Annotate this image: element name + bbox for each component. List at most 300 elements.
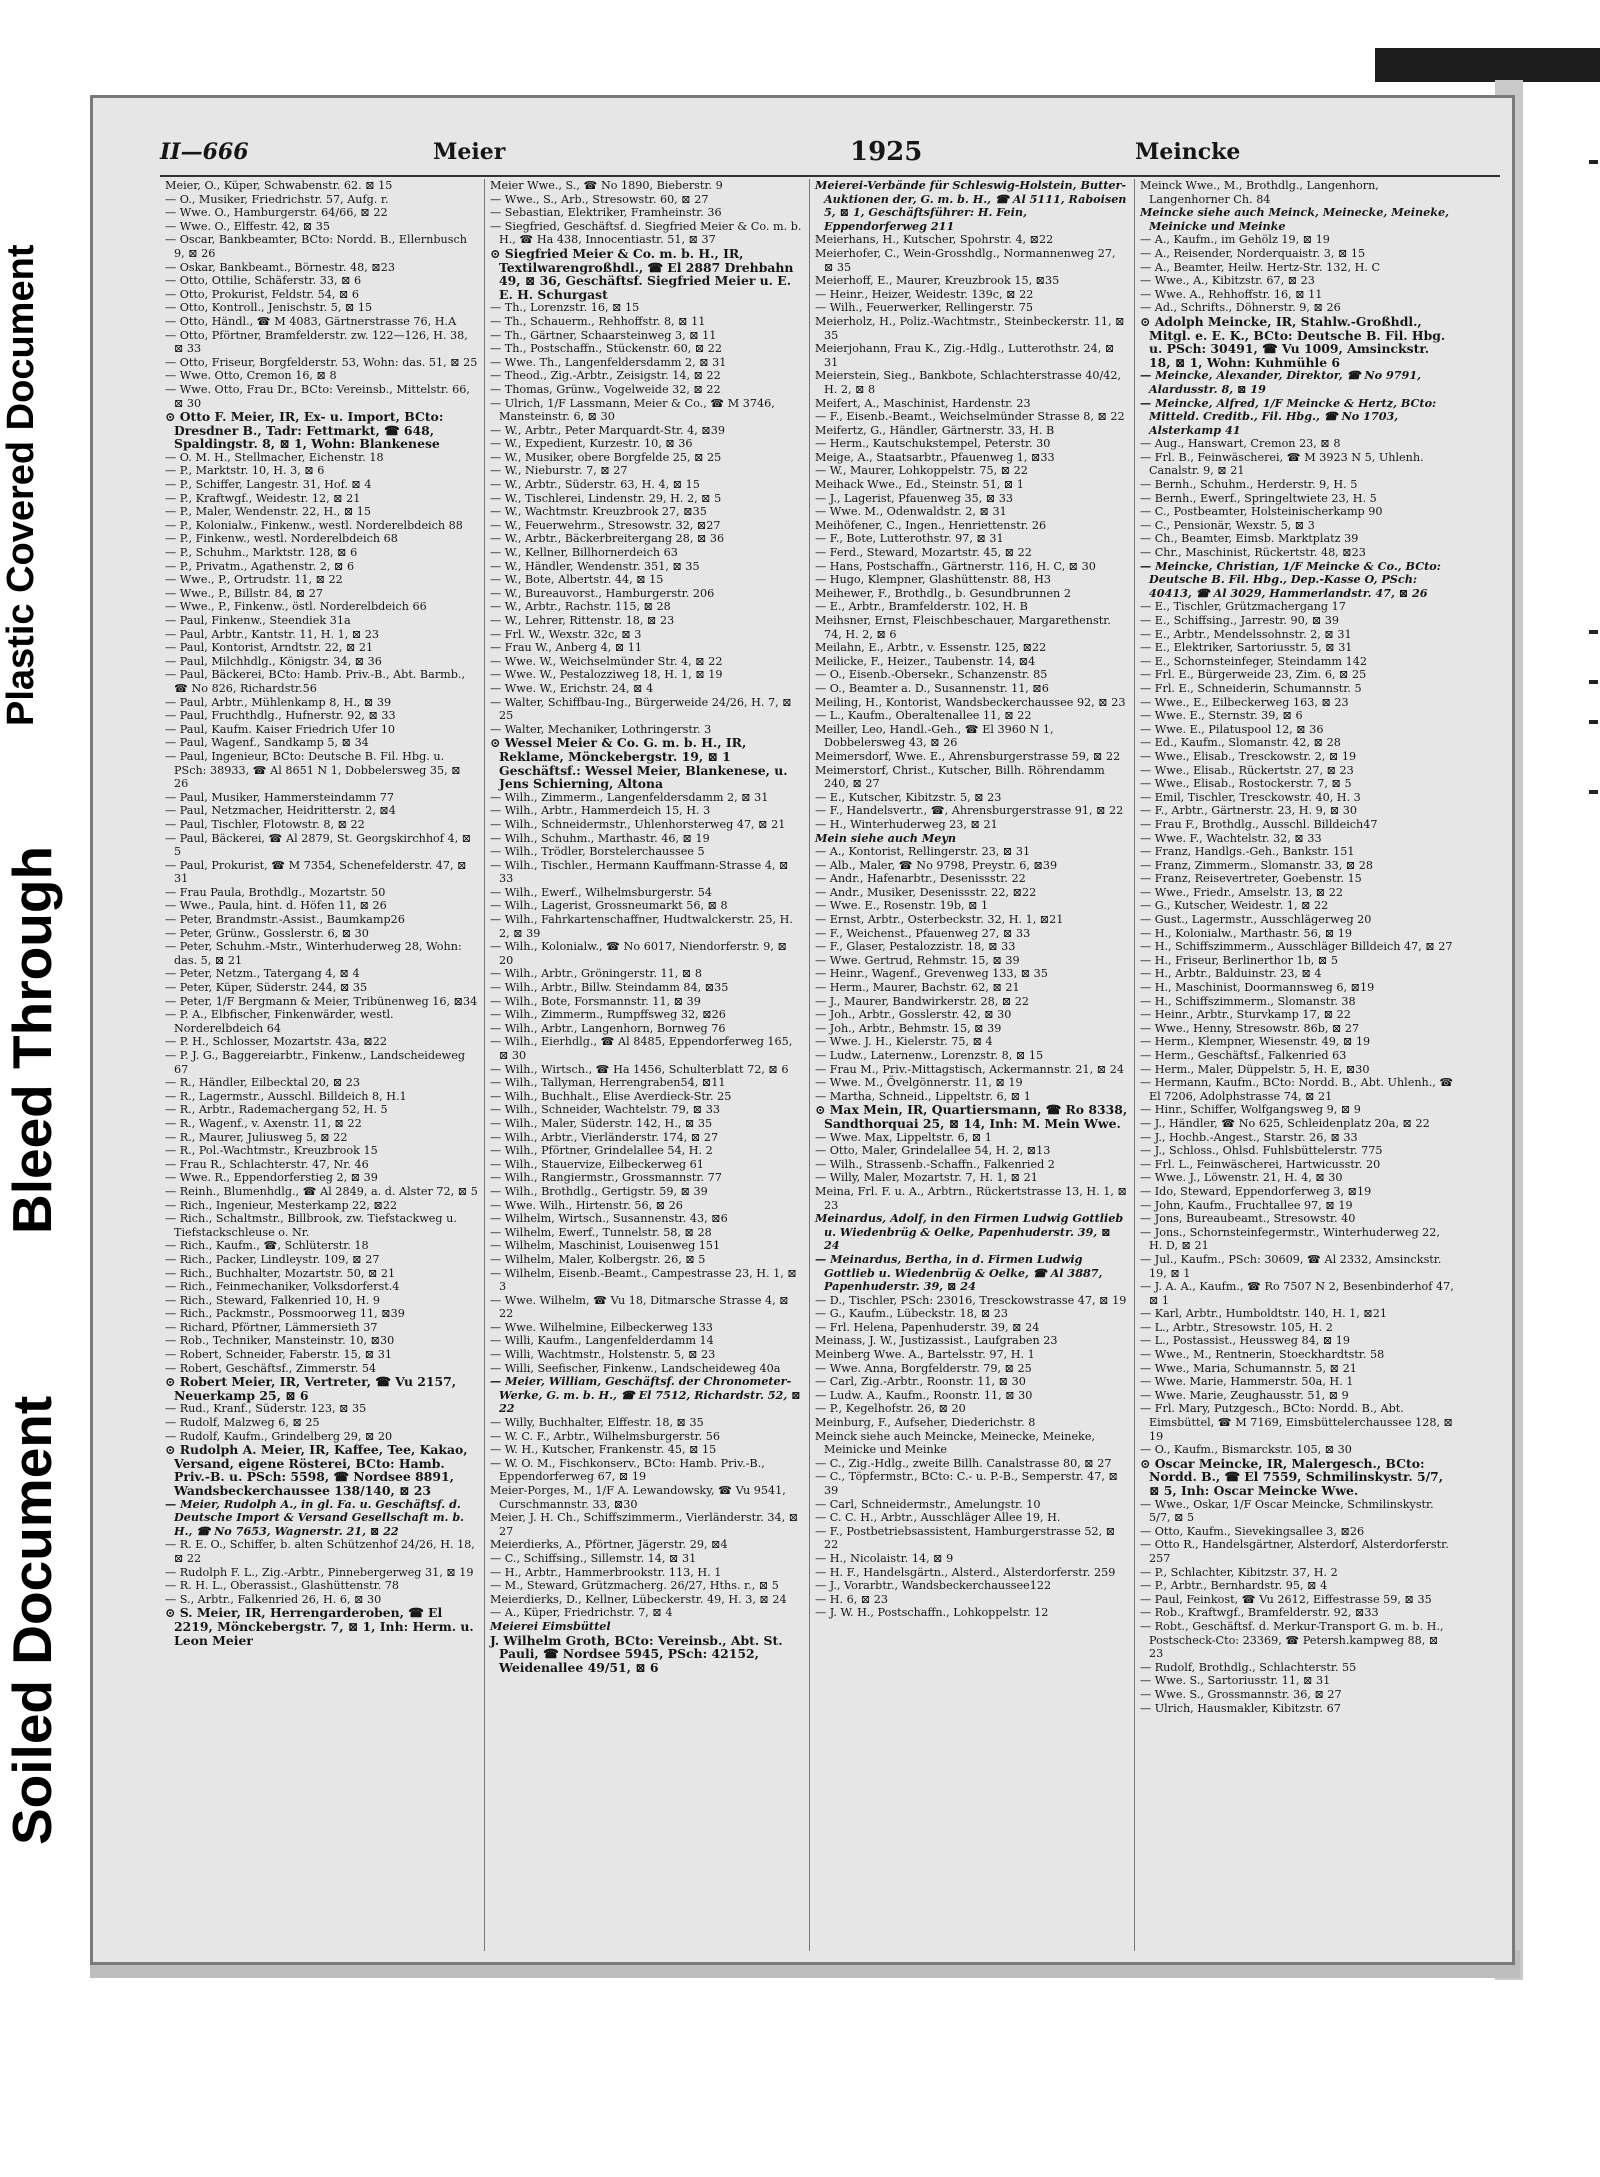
directory-entry: — P., Schuhm., Marktstr. 128, ⊠ 6 <box>165 546 358 560</box>
directory-entry: — Paul, Tischler, Flotowstr. 8, ⊠ 22 <box>165 817 365 831</box>
directory-entry: Meier Wwe., S., ☎ No 1890, Bieberstr. 9 <box>490 179 723 192</box>
directory-entry: — Paul, Netzmacher, Heidritterstr. 2, ⊠4 <box>165 804 396 818</box>
directory-entry: — Wwe. W., Pestalozziweg 18, H. 1, ⊠ 19 <box>490 668 723 682</box>
directory-entry: Meierhoff, E., Maurer, Kreuzbrook 15, ⊠35 <box>815 274 1060 288</box>
directory-entry: — Wwe. J., Löwenstr. 21, H. 4, ⊠ 30 <box>1140 1171 1343 1185</box>
directory-entry: — Wwe. W., Erichstr. 24, ⊠ 4 <box>490 681 654 695</box>
directory-entry: — Th., Gärtner, Schaarsteinweg 3, ⊠ 11 <box>490 328 717 342</box>
directory-entry: — E., Schiffsing., Jarrestr. 90, ⊠ 39 <box>1140 614 1340 627</box>
directory-entry: — Paul, Feinkost, ☎ Vu 2612, Eiffestrasse 59, ⊠ 35 <box>1140 1592 1432 1606</box>
directory-entry: ⊙ Robert Meier, IR, Vertreter, ☎ Vu 2157, Neuerkamp 25, ⊠ 6 <box>165 1374 457 1403</box>
directory-entry: — Wilh., Eierhdlg., ☎ Al 8485, Eppendorferweg 165, ⊠ 30 <box>490 1035 793 1062</box>
directory-entry: Meinberg Wwe. A., Bartelsstr. 97, H. 1 <box>815 1348 1035 1362</box>
directory-entry: — Frau M., Priv.-Mittagstisch, Ackermannstr. 21, ⊠ 24 <box>815 1062 1124 1076</box>
directory-entry: — H., Friseur, Berlinerthor 1b, ⊠ 5 <box>1140 953 1338 967</box>
directory-entry: — E., Tischler, Grützmachergang 17 <box>1140 600 1346 614</box>
directory-entry: — G., Kaufm., Lübeckstr. 18, ⊠ 23 <box>815 1307 1009 1321</box>
directory-entry: — W. H., Kutscher, Frankenstr. 45, ⊠ 15 <box>490 1443 717 1457</box>
directory-entry: — Otto, Pförtner, Bramfelderstr. zw. 122—126, H. 38, ⊠ 33 <box>165 328 468 356</box>
directory-entry: — Wilh., Arbtr., Vierländerstr. 174, ⊠ 27 <box>490 1130 719 1144</box>
directory-entry: — Wilh., Rangiermstr., Grossmannstr. 77 <box>490 1171 722 1185</box>
page-header <box>160 137 1500 169</box>
directory-entry: — Wilhelm, Eisenb.-Beamt., Campestrasse 23, H. 1, ⊠ 3 <box>490 1266 797 1294</box>
directory-entry: — Hermann, Kaufm., BCto: Nordd. B., Abt. Uhlenh., ☎ El 7206, Adolphstrasse 74, ⊠ 21 <box>1140 1076 1454 1103</box>
directory-entry: — Thomas, Grünw., Vogelweide 32, ⊠ 22 <box>490 382 721 396</box>
page-number: II—666 <box>160 139 249 165</box>
directory-entry: — P., Arbtr., Bernhardstr. 95, ⊠ 4 <box>1140 1579 1328 1593</box>
directory-entry: ⊙ Otto F. Meier, IR, Ex- u. Import, BCto: Dresdner B., Tadr: Fettmarkt, ☎ 648, Spaldingstr. 8, ⊠ 1, Wohn: Blankenese <box>165 409 444 452</box>
directory-entry: — W., Lehrer, Rittenstr. 18, ⊠ 23 <box>490 614 675 627</box>
directory-entry: — Peter, Brandmstr.-Assist., Baumkamp26 <box>165 913 405 927</box>
directory-entry: — R., Maurer, Juliusweg 5, ⊠ 22 <box>165 1130 348 1144</box>
directory-entry: — Wwe. E., Sternstr. 39, ⊠ 6 <box>1140 709 1303 723</box>
directory-entry: — Rudolf, Kaufm., Grindelberg 29, ⊠ 20 <box>165 1429 393 1443</box>
directory-entry: — J., Händler, ☎ No 625, Schleidenplatz 20a, ⊠ 22 <box>1140 1116 1430 1130</box>
directory-entry: — Joh., Arbtr., Gosslerstr. 42, ⊠ 30 <box>815 1008 1012 1022</box>
directory-entry: — Aug., Hanswart, Cremon 23, ⊠ 8 <box>1140 437 1341 451</box>
directory-entry: — Rud., Kranf., Süderstr. 123, ⊠ 35 <box>165 1402 367 1416</box>
directory-entry: — J., Hochb.-Angest., Starstr. 26, ⊠ 33 <box>1140 1130 1358 1144</box>
directory-entry: — Wilh., Kolonialw., ☎ No 6017, Niendorferstr. 9, ⊠ 20 <box>490 940 787 967</box>
directory-entry: — Andr., Hafenarbtr., Desenissstr. 22 <box>815 872 1026 886</box>
directory-entry: — F., Handelsvertr., ☎, Ahrensburgerstrasse 91, ⊠ 22 <box>815 804 1124 818</box>
directory-entry: — Paul, Milchhdlg., Königstr. 34, ⊠ 36 <box>165 654 382 668</box>
directory-entry: — Willi, Kaufm., Langenfelderdamm 14 <box>490 1334 714 1348</box>
directory-column-1 <box>160 179 485 1951</box>
directory-entry: Mein siehe auch Meyn <box>815 830 956 845</box>
directory-entry: — Meier, Rudolph A., in gl. Fa. u. Geschäftsf. d. Deutsche Import & Versand Gesellschaft m. b. H., ☎ No 7653, Wagnerstr. 21, ⊠ 22 <box>165 1496 465 1538</box>
directory-entry: — Rob., Techniker, Mansteinstr. 10, ⊠30 <box>165 1334 395 1348</box>
directory-entry: — A., Reisender, Norderquaistr. 3, ⊠ 15 <box>1140 246 1366 260</box>
directory-entry: — Andr., Musiker, Desenissstr. 22, ⊠22 <box>815 885 1037 899</box>
directory-entry: Meierhofer, C., Wein-Grosshdlg., Normannenweg 27, ⊠ 35 <box>815 246 1116 274</box>
directory-entry: Meier, O., Küper, Schwabenstr. 62. ⊠ 15 <box>165 179 393 192</box>
directory-entry: — J., Lagerist, Pfauenweg 35, ⊠ 33 <box>815 491 1013 505</box>
directory-entry: — Carl, Schneidermstr., Amelungstr. 10 <box>815 1497 1041 1511</box>
directory-entry: — W., Nieburstr. 7, ⊠ 27 <box>490 464 628 478</box>
directory-entry: — J. A. A., Kaufm., ☎ Ro 7507 N 2, Besenbinderhof 47, ⊠ 1 <box>1140 1280 1454 1307</box>
directory-entry: — H., Winterhuderweg 23, ⊠ 21 <box>815 817 998 831</box>
directory-entry: — Wilh., Arbtr., Hammerdeich 15, H. 3 <box>490 804 711 818</box>
directory-entry: — Wwe., P., Finkenw., östl. Norderelbdeich 66 <box>165 600 427 614</box>
directory-entry: Meierhans, H., Kutscher, Spohrstr. 4, ⊠22 <box>815 233 1054 247</box>
directory-entry: — E., Schornsteinfeger, Steindamm 142 <box>1140 654 1367 668</box>
directory-entry: — Wilh., Wirtsch., ☎ Ha 1456, Schulterblatt 72, ⊠ 6 <box>490 1062 789 1076</box>
directory-entry: J. Wilhelm Groth, BCto: Vereinsb., Abt. St. Pauli, ☎ Nordsee 5945, PSch: 42152, Weidenallee 49/51, ⊠ 6 <box>490 1632 783 1675</box>
directory-entry: Meihöfener, C., Ingen., Henriettenstr. 26 <box>815 518 1047 532</box>
directory-entry: — P., Kolonialw., Finkenw., westl. Norderelbdeich 88 <box>165 518 463 532</box>
directory-entry: — Wwe. R., Eppendorferstieg 2, ⊠ 39 <box>165 1171 378 1185</box>
directory-entry: — R., Pol.-Wachtmstr., Kreuzbrook 15 <box>165 1144 378 1158</box>
directory-entry: — Ernst, Arbtr., Osterbeckstr. 32, H. 1, ⊠21 <box>815 913 1064 927</box>
directory-entry: — Wwe., M., Rentnerin, Stoeckhardtstr. 58 <box>1140 1348 1385 1362</box>
directory-entry: — P., Schiffer, Langestr. 31, Hof. ⊠ 4 <box>165 478 372 492</box>
directory-entry: — A., Kaufm., im Gehölz 19, ⊠ 19 <box>1140 233 1330 247</box>
directory-entry: — Willi, Wachtmstr., Holstenstr. 5, ⊠ 23 <box>490 1348 716 1362</box>
directory-entry: ⊙ Wessel Meier & Co. G. m. b. H., IR, Reklame, Mönckebergstr. 19, ⊠ 1 Geschäftsf.: Wessel Meier, Blankenese, u. Jens Schierning, Altona <box>490 735 788 792</box>
directory-entry: Meierstein, Sieg., Bankbote, Schlachterstrasse 40/42, H. 2, ⊠ 8 <box>815 369 1122 396</box>
directory-entry: — Wilh., Bote, Forsmannstr. 11, ⊠ 39 <box>490 994 701 1008</box>
directory-entry: — Frl. Mary, Putzgesch., BCto: Nordd. B., Abt. Eimsbüttel, ☎ M 7169, Eimsbüttelerchaussee 128, ⊠ 19 <box>1140 1402 1453 1443</box>
directory-entry: — Wilh., Stauervize, Eilbeckerweg 61 <box>490 1157 704 1171</box>
directory-entry: Meierdierks, D., Kellner, Lübeckerstr. 49, H. 3, ⊠ 24 <box>490 1592 787 1606</box>
directory-entry: — Wwe. A., Rehhoffstr. 16, ⊠ 11 <box>1140 287 1323 301</box>
directory-entry: — Robert, Schneider, Faberstr. 15, ⊠ 31 <box>165 1348 392 1362</box>
directory-entry: — Paul, Bäckerei, ☎ Al 2879, St. Georgskirchhof 4, ⊠ 5 <box>165 831 472 859</box>
directory-entry: — Frl. W., Wexstr. 32c, ⊠ 3 <box>490 627 642 641</box>
directory-entry: — Th., Schauerm., Rehhoffstr. 8, ⊠ 11 <box>490 314 706 328</box>
margin-label-soiled: Soiled Document <box>1 1395 63 1845</box>
directory-entry: — P., Marktstr. 10, H. 3, ⊠ 6 <box>165 464 325 478</box>
directory-entry: — Siegfried, Geschäftsf. d. Siegfried Meier & Co. m. b. H., ☎ Ha 438, Innocentiastr. 51, ⊠ 37 <box>490 219 802 247</box>
directory-entry: — Frl. L., Feinwäscherei, Hartwicusstr. 20 <box>1140 1157 1381 1171</box>
directory-entry: — Jons, Bureaubeamt., Stresowstr. 40 <box>1140 1212 1356 1226</box>
directory-entry: — Joh., Arbtr., Behmstr. 15, ⊠ 39 <box>815 1021 1002 1035</box>
directory-entry: — Herm., Kautschukstempel, Peterstr. 30 <box>815 437 1051 451</box>
directory-entry: — Frl. E., Bürgerweide 23, Zim. 6, ⊠ 25 <box>1140 668 1367 682</box>
directory-entry: — Wwe. F., Wachtelstr. 32, ⊠ 33 <box>1140 831 1322 845</box>
directory-entry: — L., Kaufm., Oberaltenallee 11, ⊠ 22 <box>815 709 1032 723</box>
directory-entry: Meinck siehe auch Meincke, Meinecke, Meineke, Meinicke und Meinke <box>815 1429 1096 1457</box>
directory-entry: — Franz, Handlgs.-Geh., Bankstr. 151 <box>1140 845 1355 859</box>
directory-entry: — A., Küper, Friedrichstr. 7, ⊠ 4 <box>490 1606 673 1620</box>
directory-entry: — Jons., Schornsteinfegermstr., Winterhuderweg 22, H. D, ⊠ 21 <box>1140 1225 1440 1253</box>
directory-entry: — Robert, Geschäftsf., Zimmerstr. 54 <box>165 1361 377 1375</box>
directory-entry: — Wwe. E., Rosenstr. 19b, ⊠ 1 <box>815 899 989 913</box>
directory-entry: — E., Arbtr., Mendelssohnstr. 2, ⊠ 31 <box>1140 627 1352 641</box>
directory-entry: — Wwe., Elisab., Rückertstr. 27, ⊠ 23 <box>1140 763 1354 777</box>
directory-entry: — Willi, Seefischer, Finkenw., Landscheideweg 40a <box>490 1361 781 1375</box>
directory-entry: — H. 6, ⊠ 23 <box>815 1592 889 1606</box>
margin-label-strip <box>0 190 70 1910</box>
header-rule <box>160 175 1500 177</box>
directory-entry: — Wwe. Wilhelmine, Eilbeckerweg 133 <box>490 1320 713 1334</box>
directory-entry: — Wwe., Henny, Stresowstr. 86b, ⊠ 27 <box>1140 1021 1360 1035</box>
directory-entry: — W., Händler, Wendenstr. 351, ⊠ 35 <box>490 559 700 573</box>
directory-entry: — Wwe. Gertrud, Rehmstr. 15, ⊠ 39 <box>815 953 1020 967</box>
directory-entry: — Ludw., Laternenw., Lorenzstr. 8, ⊠ 15 <box>815 1049 1044 1062</box>
directory-entry: Meimersdorf, Wwe. E., Ahrensburgerstrasse 59, ⊠ 22 <box>815 749 1121 763</box>
directory-entry: — Ulrich, 1/F Lassmann, Meier & Co., ☎ M 3746, Mansteinstr. 6, ⊠ 30 <box>490 396 775 424</box>
directory-entry: — Wilh., Pförtner, Grindelallee 54, H. 2 <box>490 1144 713 1158</box>
directory-entry: Meierei Eimsbüttel <box>490 1618 611 1633</box>
directory-entry: — Carl, Zig.-Arbtr., Roonstr. 11, ⊠ 30 <box>815 1375 1026 1389</box>
directory-entry: Meinass, J. W., Justizassist., Laufgraben 23 <box>815 1334 1058 1348</box>
directory-entry: — Wwe., A., Kibitzstr. 67, ⊠ 23 <box>1140 274 1315 288</box>
directory-entry: — O., Kaufm., Bismarckstr. 105, ⊠ 30 <box>1140 1443 1352 1457</box>
directory-entry: Meierholz, H., Poliz.-Wachtmstr., Steinbeckerstr. 11, ⊠ 35 <box>815 314 1125 342</box>
directory-entry: — H., Maschinist, Doormannsweg 6, ⊠19 <box>1140 981 1375 995</box>
directory-entry: — Wwe., Paula, hint. d. Höfen 11, ⊠ 26 <box>165 899 387 913</box>
directory-entry: — Wwe. M., Odenwaldstr. 2, ⊠ 31 <box>815 505 1007 519</box>
directory-entry: — Franz, Zimmerm., Slomanstr. 33, ⊠ 28 <box>1140 858 1373 872</box>
directory-entry: — R., Arbtr., Rademachergang 52, H. 5 <box>165 1103 388 1117</box>
directory-entry: — E., Kutscher, Kibitzstr. 5, ⊠ 23 <box>815 790 1002 804</box>
directory-entry: — F., Arbtr., Gärtnerstr. 23, H. 9, ⊠ 30 <box>1140 804 1358 818</box>
directory-entry: — C., Töpfermstr., BCto: C.- u. P.-B., Semperstr. 47, ⊠ 39 <box>815 1470 1118 1497</box>
directory-entry: — P., Privatm., Agathenstr. 2, ⊠ 6 <box>165 559 355 573</box>
header-year: 1925 <box>850 137 923 167</box>
directory-entry: — Wwe. S., Grossmannstr. 36, ⊠ 27 <box>1140 1687 1342 1701</box>
directory-entry: — Alb., Maler, ☎ No 9798, Preystr. 6, ⊠39 <box>815 858 1058 872</box>
directory-entry: — Walter, Mechaniker, Lothringerstr. 3 <box>490 722 712 736</box>
directory-entry: — H., Kolonialw., Marthastr. 56, ⊠ 19 <box>1140 926 1353 940</box>
directory-entry: — P. J. G., Baggereiarbtr., Finkenw., Landscheideweg 67 <box>165 1049 465 1076</box>
directory-entry: — W., Arbtr., Peter Marquardt-Str. 4, ⊠39 <box>490 423 726 437</box>
directory-entry: — Otto, Händl., ☎ M 4083, Gärtnerstrasse 76, H.A <box>165 314 457 328</box>
directory-entry: — Ad., Schrifts., Döhnerstr. 9, ⊠ 26 <box>1140 301 1341 315</box>
directory-entry: Meier-Porges, M., 1/F A. Lewandowsky, ☎ Vu 9541, Curschmannstr. 33, ⊠30 <box>490 1484 786 1511</box>
directory-entry: — Wwe. Th., Langenfeldersdamm 2, ⊠ 31 <box>490 355 727 369</box>
directory-entry: — Reinh., Blumenhdlg., ☎ Al 2849, a. d. Alster 72, ⊠ 5 <box>165 1184 478 1198</box>
directory-entry: — Wilh., Arbtr., Langenhorn, Bornweg 76 <box>490 1021 726 1035</box>
directory-entry: — C., Zig.-Hdlg., zweite Billh. Canalstrasse 80, ⊠ 27 <box>815 1456 1112 1470</box>
directory-entry: — P., Maler, Wendenstr. 22, H., ⊠ 15 <box>165 505 372 519</box>
directory-entry: Meilahn, E., Arbtr., v. Essenstr. 125, ⊠22 <box>815 641 1047 655</box>
directory-entry: Meige, A., Staatsarbtr., Pfauenweg 1, ⊠33 <box>815 450 1055 464</box>
directory-entry: — Walter, Schiffbau-Ing., Bürgerweide 24/26, H. 7, ⊠ 25 <box>490 695 792 723</box>
directory-entry: — Rudolf, Malzweg 6, ⊠ 25 <box>165 1416 320 1430</box>
directory-entry: — Wilh., Zimmerm., Rumpffsweg 32, ⊠26 <box>490 1008 726 1022</box>
directory-entry: — Rob., Kraftwgf., Bramfelderstr. 92, ⊠33 <box>1140 1606 1379 1620</box>
directory-entry: — Wilh., Trödler, Borstelerchaussee 5 <box>490 845 705 859</box>
directory-entry: — Heinr., Arbtr., Sturvkamp 17, ⊠ 22 <box>1140 1008 1351 1022</box>
directory-entry: — Wwe., Oskar, 1/F Oscar Meincke, Schmilinskystr. 5/7, ⊠ 5 <box>1140 1497 1434 1525</box>
directory-entry: — Wwe., Friedr., Amselstr. 13, ⊠ 22 <box>1140 885 1343 899</box>
directory-entry: — Peter, Grünw., Gosslerstr. 6, ⊠ 30 <box>165 926 369 940</box>
directory-entry: Meincke siehe auch Meinck, Meinecke, Meineke, Meinicke und Meinke <box>1140 205 1449 233</box>
directory-entry: — Wilh., Tischler., Hermann Kauffmann-Strasse 4, ⊠ 33 <box>490 858 789 886</box>
directory-entry: — F., Glaser, Pestalozzistr. 18, ⊠ 33 <box>815 940 1016 954</box>
directory-entry: — Paul, Bäckerei, BCto: Hamb. Priv.-B., Abt. Barmb., ☎ No 826, Richardstr.56 <box>165 668 466 695</box>
directory-entry: — R. H. L., Oberassist., Glashüttenstr. 78 <box>165 1579 400 1593</box>
directory-entry: — Richard, Pförtner, Lämmersieth 37 <box>165 1320 378 1334</box>
directory-entry: Meierei-Verbände für Schleswig-Holstein, Butter-Auktionen der, G. m. b. H., ☎ Al 5111, Raboisen 5, ⊠ 1, Geschäftsführer: H. Fein, Eppendorferweg 211 <box>815 179 1127 233</box>
margin-label-plastic: Plastic Covered Document <box>0 244 42 726</box>
directory-entry: — W., Expedient, Kurzestr. 10, ⊠ 36 <box>490 437 693 451</box>
directory-entry: — Rudolf, Brothdlg., Schlachterstr. 55 <box>1140 1660 1357 1674</box>
directory-entry: Meinck Wwe., M., Brothdlg., Langenhorn, Langenhorner Ch. 84 <box>1140 179 1379 206</box>
directory-entry: — R., Händler, Eilbecktal 20, ⊠ 23 <box>165 1076 361 1090</box>
directory-entry: — Wwe., P., Billstr. 84, ⊠ 27 <box>165 586 323 600</box>
directory-entry: — J., Schloss., Ohlsd. Fuhlsbüttelerstr. 775 <box>1140 1144 1383 1158</box>
directory-entry: — C., Pensionär, Wexstr. 5, ⊠ 3 <box>1140 518 1315 532</box>
directory-entry: — Peter, Schuhm.-Mstr., Winterhuderweg 28, Wohn: das. 5, ⊠ 21 <box>165 940 462 967</box>
directory-entry: — D., Tischler, PSch: 23016, Tresckowstrasse 47, ⊠ 19 <box>815 1293 1127 1307</box>
directory-entry: — F., Postbetriebsassistent, Hamburgerstrasse 52, ⊠ 22 <box>815 1524 1116 1552</box>
directory-entry: — Herm., Maler, Düppelstr. 5, H. E, ⊠30 <box>1140 1062 1370 1076</box>
directory-entry: — Wwe. M., Övelgönnerstr. 11, ⊠ 19 <box>815 1076 1023 1090</box>
directory-entry: — Oscar, Bankbeamter, BCto: Nordd. B., Ellernbusch 9, ⊠ 26 <box>165 233 467 260</box>
directory-entry: — Ido, Steward, Eppendorferweg 3, ⊠19 <box>1140 1184 1372 1198</box>
directory-entry: — Wilh., Schuhm., Marthastr. 46, ⊠ 19 <box>490 831 710 845</box>
directory-entry: — Wilh., Lagerist, Grossneumarkt 56, ⊠ 8 <box>490 899 728 913</box>
directory-entry: — Rich., Packer, Lindleystr. 109, ⊠ 27 <box>165 1252 380 1266</box>
directory-entry: — Martha, Schneid., Lippeltstr. 6, ⊠ 1 <box>815 1089 1031 1103</box>
directory-entry: — Otto, Kaufm., Sievekingsallee 3, ⊠26 <box>1140 1524 1365 1538</box>
directory-column-4 <box>1135 179 1460 1951</box>
directory-entry: — Otto, Ottilie, Schäferstr. 33, ⊠ 6 <box>165 274 362 288</box>
directory-entry: — Paul, Ingenieur, BCto: Deutsche B. Fil. Hbg. u. PSch: 38933, ☎ Al 8651 N 1, Dobbelersweg 35, ⊠ 26 <box>165 749 461 791</box>
directory-entry: — W., Arbtr., Bäckerbreitergang 28, ⊠ 36 <box>490 532 725 546</box>
directory-entry: — W., Kellner, Billhornerdeich 63 <box>490 546 678 560</box>
directory-entry: — Theod., Zig.-Arbtr., Zeisigstr. 14, ⊠ 22 <box>490 369 721 383</box>
directory-entry: — J., Vorarbtr., Wandsbeckerchaussee122 <box>815 1579 1052 1593</box>
directory-entry: — Heinr., Wagenf., Grevenweg 133, ⊠ 35 <box>815 967 1048 981</box>
directory-entry: — Meier, William, Geschäftsf. der Chronometer-Werke, G. m. b. H., ☎ El 7512, Richardstr. 52, ⊠ 22 <box>490 1374 801 1416</box>
directory-entry: — Paul, Wagenf., Sandkamp 5, ⊠ 34 <box>165 736 369 750</box>
directory-entry: — Wwe. Wilhelm, ☎ Vu 18, Ditmarsche Strasse 4, ⊠ 22 <box>490 1293 789 1321</box>
directory-entry: — Wilh., Feuerwerker, Rellingerstr. 75 <box>815 301 1034 315</box>
header-first-name: Meier <box>433 139 506 165</box>
directory-entry: — W., Arbtr., Süderstr. 63, H. 4, ⊠ 15 <box>490 478 700 492</box>
directory-entry: — Frl. B., Feinwäscherei, ☎ M 3923 N 5, Uhlenh. Canalstr. 9, ⊠ 21 <box>1140 450 1424 478</box>
directory-entry: Meifert, A., Maschinist, Hardenstr. 23 <box>815 396 1031 410</box>
directory-entry: — Hinr., Schiffer, Wolfgangsweg 9, ⊠ 9 <box>1140 1103 1361 1117</box>
directory-entry: — Wilh., Maler, Süderstr. 142, H., ⊠ 35 <box>490 1116 713 1130</box>
directory-entry: — Rich., Buchhalter, Mozartstr. 50, ⊠ 21 <box>165 1266 396 1280</box>
directory-entry: — Oskar, Bankbeamt., Börnestr. 48, ⊠23 <box>165 260 395 274</box>
directory-entry: — W., Wachtmstr. Kreuzbrook 27, ⊠35 <box>490 505 707 519</box>
directory-entry: — F., Bote, Lutterothstr. 97, ⊠ 31 <box>815 532 1004 546</box>
directory-entry: — O. M. H., Stellmacher, Eichenstr. 18 <box>165 450 384 464</box>
directory-entry: — M., Steward, Grützmacherg. 26/27, Hths. r., ⊠ 5 <box>490 1579 779 1593</box>
directory-entry: — Rich., Schaltmstr., Billbrook, zw. Tiefstackweg u. Tiefstackschleuse o. Nr. <box>165 1212 457 1239</box>
directory-column-3 <box>810 179 1135 1951</box>
directory-entry: — Otto R., Handelsgärtner, Alsterdorf, Alsterdorferstr. 257 <box>1140 1538 1449 1565</box>
margin-label-bleed: Bleed Through <box>1 845 63 1235</box>
directory-entry: — R. E. O., Schiffer, b. alten Schützenhof 24/26, H. 18, ⊠ 22 <box>165 1538 475 1565</box>
directory-entry: — O., Beamter a. D., Susannenstr. 11, ⊠6 <box>815 681 1049 695</box>
directory-entry: — Robt., Geschäftsf. d. Merkur-Transport G. m. b. H., Postscheck-Cto: 23369, ☎ Petersh.kampweg 88, ⊠ 23 <box>1140 1619 1444 1661</box>
directory-entry: Meierdierks, A., Pförtner, Jägerstr. 29, ⊠4 <box>490 1538 728 1552</box>
directory-entry: — Meincke, Alexander, Direktor, ☎ No 9791, Alardusstr. 8, ⊠ 19 <box>1140 368 1422 396</box>
directory-entry: — W., Bote, Albertstr. 44, ⊠ 15 <box>490 573 664 587</box>
directory-entry: Meina, Frl. F. u. A., Arbtrn., Rückertstrasse 13, H. 1, ⊠ 23 <box>815 1184 1127 1212</box>
directory-entry: Meihack Wwe., Ed., Steinstr. 51, ⊠ 1 <box>815 478 1024 492</box>
directory-entry: — Wwe., Maria, Schumannstr. 5, ⊠ 21 <box>1140 1361 1357 1375</box>
directory-entry: — Wilh., Brothdlg., Gertigstr. 59, ⊠ 39 <box>490 1184 708 1198</box>
header-last-name: Meincke <box>1135 139 1241 165</box>
directory-entry: — Wilh., Zimmerm., Langenfeldersdamm 2, ⊠ 31 <box>490 790 769 804</box>
directory-entry: — Wwe. E., Pilatuspool 12, ⊠ 36 <box>1140 722 1324 736</box>
directory-entry: — W., Musiker, obere Borgfelde 25, ⊠ 25 <box>490 450 722 464</box>
directory-entry: ⊙ S. Meier, IR, Herrengarderoben, ☎ El 2219, Mönckebergstr. 7, ⊠ 1, Inh: Herm. u. Leon Meier <box>165 1605 474 1648</box>
directory-entry: — Wilh., Ewerf., Wilhelmsburgerstr. 54 <box>490 885 712 899</box>
directory-entry: — Rich., Feinmechaniker, Volksdorferst.4 <box>165 1280 400 1294</box>
directory-entry: — Wilhelm, Ewerf., Tunnelstr. 58, ⊠ 28 <box>490 1225 712 1239</box>
directory-entry: — Ch., Beamter, Eimsb. Marktplatz 39 <box>1140 532 1359 546</box>
directory-entry: — Frau R., Schlachterstr. 47, Nr. 46 <box>165 1157 369 1171</box>
directory-entry: — Wilh., Tallyman, Herrengraben54, ⊠11 <box>490 1076 726 1090</box>
directory-entry: — Gust., Lagermstr., Ausschlägerweg 20 <box>1140 913 1372 927</box>
directory-entry: — Paul, Fruchthdlg., Hufnerstr. 92, ⊠ 33 <box>165 709 396 723</box>
directory-entry: — Wwe. Anna, Borgfelderstr. 79, ⊠ 25 <box>815 1361 1032 1375</box>
directory-entry: — Wilh., Arbtr., Gröningerstr. 11, ⊠ 8 <box>490 967 702 981</box>
directory-entry: — O., Eisenb.-Obersekr., Schanzenstr. 85 <box>815 668 1048 682</box>
directory-column-2 <box>485 179 810 1951</box>
directory-entry: ⊙ Siegfried Meier & Co. m. b. H., IR, Textilwarengroßhdl., ☎ El 2887 Drehbahn 49, ⊠ 36, Geschäftsf. Siegfried Meier u. E. E. H. Schurgast <box>490 245 794 302</box>
directory-entry: — Herm., Klempner, Wiesenstr. 49, ⊠ 19 <box>1140 1035 1371 1049</box>
directory-entry: — P., Kraftwgf., Weidestr. 12, ⊠ 21 <box>165 491 361 505</box>
directory-entry: — J. W. H., Postschaffn., Lohkoppelstr. 12 <box>815 1606 1049 1620</box>
directory-entry: — W. C. F., Arbtr., Wilhelmsburgerstr. 56 <box>490 1429 720 1443</box>
directory-entry: — Wilh., Schneidermstr., Uhlenhorsterweg 47, ⊠ 21 <box>490 817 786 831</box>
directory-entry: — Meinardus, Bertha, in d. Firmen Ludwig Gottlieb u. Wiedenbrüg & Oelke, ☎ Al 3887, Papenhuderstr. 39, ⊠ 24 <box>815 1251 1103 1294</box>
directory-entry: — R., Wagenf., v. Axenstr. 11, ⊠ 22 <box>165 1116 362 1130</box>
directory-entry: — Ulrich, Hausmakler, Kibitzstr. 67 <box>1140 1701 1341 1715</box>
scan-corner-black-band <box>1375 48 1600 82</box>
directory-entry: — W., Arbtr., Rachstr. 115, ⊠ 28 <box>490 600 671 614</box>
directory-entry: — Heinr., Heizer, Weidestr. 139c, ⊠ 22 <box>815 287 1034 301</box>
directory-entry: Meimerstorf, Christ., Kutscher, Billh. Röhrendamm 240, ⊠ 27 <box>815 763 1105 791</box>
directory-entry: — Wwe., Elisab., Rostockerstr. 7, ⊠ 5 <box>1140 777 1352 791</box>
directory-entry: ⊙ Oscar Meincke, IR, Malergesch., BCto: Nordd. B., ☎ El 7559, Schmilinskystr. 5/7, ⊠ 5, Inh: Oscar Meincke Wwe. <box>1140 1455 1444 1498</box>
directory-entry: ⊙ Rudolph A. Meier, IR, Kaffee, Tee, Kakao, Versand, eigene Rösterei, BCto: Hamb. Priv.-B. u. PSch: 5598, ☎ Nordsee 8891, Wandsbeckerchaussee 138/140, ⊠ 23 <box>165 1442 468 1498</box>
directory-entry: — P. A., Elbfischer, Finkenwärder, westl. Norderelbdeich 64 <box>165 1008 394 1035</box>
directory-entry: — Th., Lorenzstr. 16, ⊠ 15 <box>490 301 640 315</box>
directory-entry: — H. F., Handelsgärtn., Alsterd., Alsterdorferstr. 259 <box>815 1565 1116 1579</box>
directory-entry: Meiller, Leo, Handl.-Geh., ☎ El 3960 N 1, Dobbelersweg 43, ⊠ 26 <box>815 722 1054 750</box>
directory-entry: — Wwe., E., Eilbeckerweg 163, ⊠ 23 <box>1140 695 1349 709</box>
directory-entry: — Frau F., Brothdlg., Ausschl. Billdeich47 <box>1140 817 1378 831</box>
directory-entry: — Wwe. Marie, Zeughausstr. 51, ⊠ 9 <box>1140 1388 1349 1402</box>
directory-entry: — Wilh., Strassenb.-Schaffn., Falkenried 2 <box>815 1157 1055 1171</box>
directory-entry: — Willy, Maler, Mozartstr. 7, H. 1, ⊠ 21 <box>815 1171 1038 1185</box>
directory-entry: — Wwe. O., Elffestr. 42, ⊠ 35 <box>165 219 331 233</box>
directory-entry: — L., Arbtr., Stresowstr. 105, H. 2 <box>1140 1320 1333 1334</box>
directory-columns <box>160 179 1510 1951</box>
directory-entry: — Ferd., Steward, Mozartstr. 45, ⊠ 22 <box>815 546 1032 560</box>
directory-entry: — Bernh., Ewerf., Springeltwiete 23, H. 5 <box>1140 491 1377 505</box>
directory-entry: — Rich., Steward, Falkenried 10, H. 9 <box>165 1293 380 1307</box>
directory-entry: — Hugo, Klempner, Glashüttenstr. 88, H3 <box>815 573 1051 587</box>
directory-entry: — H., Arbtr., Hammerbrookstr. 113, H. 1 <box>490 1565 722 1579</box>
directory-entry: — Paul, Prokurist, ☎ M 7354, Schenefelderstr. 47, ⊠ 31 <box>165 858 467 886</box>
directory-entry: — Peter, Küper, Süderstr. 244, ⊠ 35 <box>165 981 368 995</box>
directory-entry: — W., Bureauvorst., Hamburgerstr. 206 <box>490 586 715 600</box>
directory-entry: — Wilhelm, Maschinist, Louisenweg 151 <box>490 1239 721 1253</box>
directory-entry: Meinardus, Adolf, in den Firmen Ludwig Gottlieb u. Wiedenbrüg & Oelke, Papenhuderstr. 39, ⊠ 24 <box>815 1211 1124 1253</box>
directory-entry: — Wilh., Arbtr., Billw. Steindamm 84, ⊠35 <box>490 981 729 995</box>
directory-entry: — Wwe. Marie, Hammerstr. 50a, H. 1 <box>1140 1375 1354 1389</box>
directory-entry: — F., Eisenb.-Beamt., Weichselmünder Strasse 8, ⊠ 22 <box>815 410 1125 424</box>
directory-entry: — Chr., Maschinist, Rückertstr. 48, ⊠23 <box>1140 546 1366 560</box>
directory-entry: — John, Kaufm., Fruchtallee 97, ⊠ 19 <box>1140 1198 1353 1212</box>
directory-entry: — Otto, Kontroll., Jenischstr. 5, ⊠ 15 <box>165 301 373 315</box>
directory-entry: — C., Postbeamter, Holsteinischerkamp 90 <box>1140 505 1383 519</box>
directory-entry: — W., Maurer, Lohkoppelstr. 75, ⊠ 22 <box>815 464 1028 478</box>
directory-entry: — W., Tischlerei, Lindenstr. 29, H. 2, ⊠ 5 <box>490 491 722 505</box>
directory-entry: — Ed., Kaufm., Slomanstr. 42, ⊠ 28 <box>1140 736 1341 750</box>
directory-entry: — Rudolph F. L., Zig.-Arbtr., Pinnebergerweg 31, ⊠ 19 <box>165 1565 474 1579</box>
directory-entry: — J., Maurer, Bandwirkerstr. 28, ⊠ 22 <box>815 994 1030 1008</box>
directory-entry: Meihsner, Ernst, Fleischbeschauer, Margarethenstr. 74, H. 2, ⊠ 6 <box>815 614 1111 641</box>
directory-entry: — H., Schiffszimmerm., Ausschläger Billdeich 47, ⊠ 27 <box>1140 940 1453 954</box>
directory-entry: — Wwe., Elisab., Tresckowstr. 2, ⊠ 19 <box>1140 749 1357 763</box>
directory-entry: — Paul, Kaufm. Kaiser Friedrich Ufer 10 <box>165 722 396 736</box>
directory-entry: — A., Beamter, Heilw. Hertz-Str. 132, H. C <box>1140 260 1381 274</box>
directory-entry: — P., Kegelhofstr. 26, ⊠ 20 <box>815 1402 966 1416</box>
directory-entry: — Herm., Maurer, Bachstr. 62, ⊠ 21 <box>815 981 1020 995</box>
directory-entry: Meilicke, F., Heizer., Taubenstr. 14, ⊠4 <box>815 654 1036 668</box>
right-margin-marks <box>1584 160 1600 1260</box>
directory-entry: Meier, J. H. Ch., Schiffszimmerm., Vierländerstr. 34, ⊠ 27 <box>490 1511 799 1538</box>
directory-entry: ⊙ Max Mein, IR, Quartiersmann, ☎ Ro 8338, Sandthorquai 25, ⊠ 14, Inh: M. Mein Wwe. <box>815 1102 1128 1131</box>
directory-entry: — Rich., Kaufm., ☎, Schlüterstr. 18 <box>165 1239 369 1253</box>
directory-entry: — W., Feuerwehrm., Stresowstr. 32, ⊠27 <box>490 518 721 532</box>
directory-entry: — Jul., Kaufm., PSch: 30609, ☎ Al 2332, Amsinckstr. 19, ⊠ 1 <box>1140 1252 1442 1280</box>
